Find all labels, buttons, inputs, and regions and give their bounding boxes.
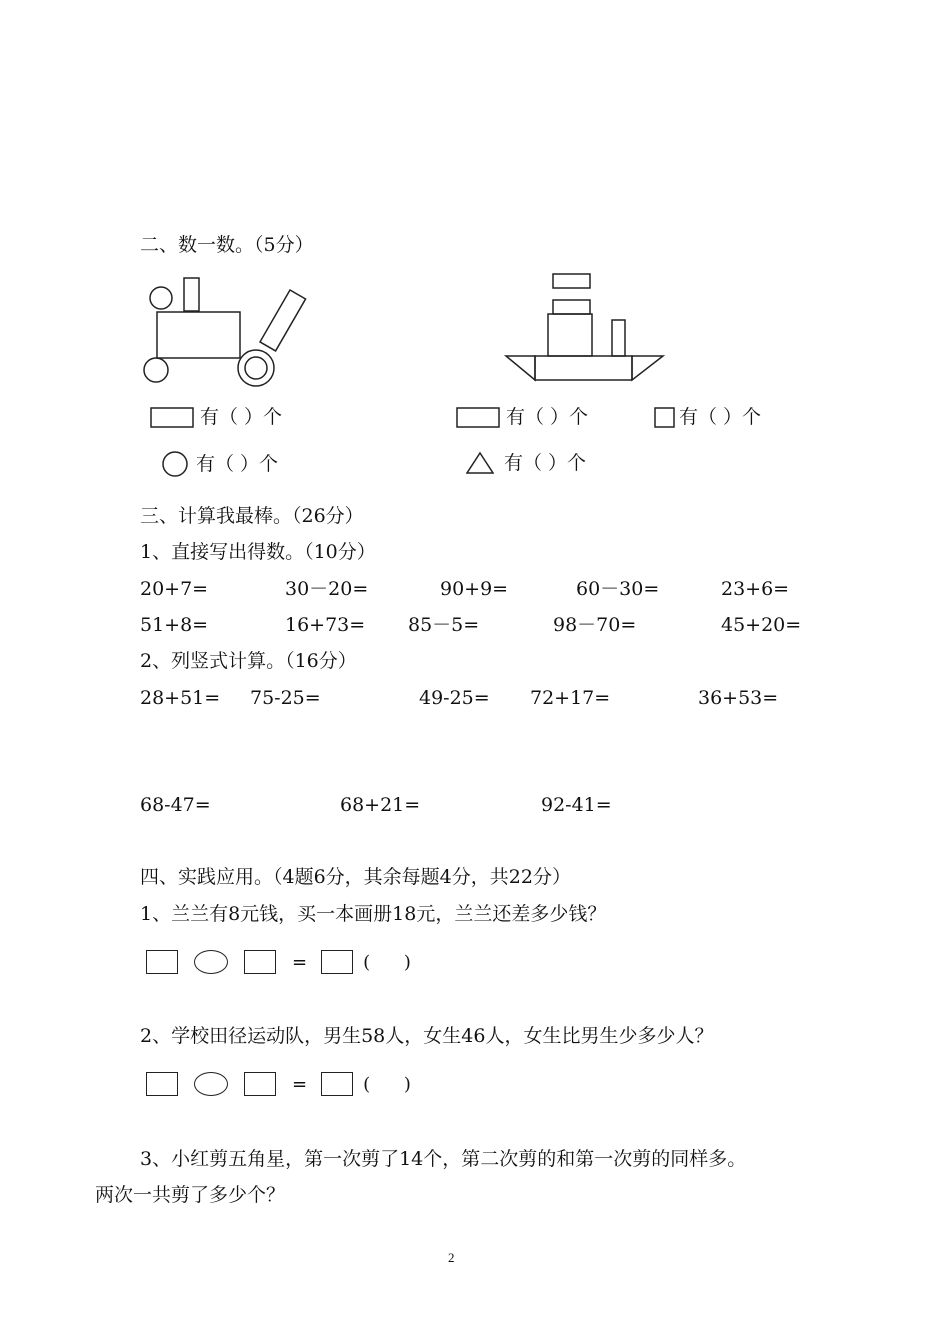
calc-item: 16+73=	[285, 614, 366, 636]
answer-box	[146, 1072, 178, 1096]
rectangle-icon	[456, 406, 500, 428]
vertical-calc-item: 72+17=	[530, 687, 611, 709]
tractor-big-wheel-outer	[238, 350, 274, 386]
boat-mast	[612, 320, 625, 356]
boat-cabin-top	[553, 300, 590, 314]
tractor-big-wheel-inner	[245, 357, 267, 379]
question-3-line2: 两次一共剪了多少个？	[95, 1184, 286, 1206]
vertical-calc-item: 75-25=	[250, 687, 321, 709]
section4-title: 四、实践应用。（4题6分，其余每题4分，共22分）	[140, 866, 571, 888]
count-label: 有（ ）个	[504, 451, 587, 474]
square-icon	[654, 406, 676, 428]
equals-sign: =	[292, 1073, 308, 1095]
answer-box	[244, 1072, 276, 1096]
count-label: 有（ ）个	[506, 405, 589, 428]
boat-hull	[535, 356, 632, 380]
vertical-calc-item: 49-25=	[419, 687, 490, 709]
tractor-figure	[140, 270, 320, 390]
operator-oval	[194, 1072, 228, 1096]
boat-right-triangle	[632, 356, 663, 380]
vertical-calc-item: 28+51=	[140, 687, 221, 709]
tractor-body	[157, 312, 240, 358]
calc-item: 98－70=	[553, 614, 637, 636]
count-circle-left	[162, 451, 278, 477]
answer-template-1	[146, 950, 425, 974]
tractor-small-wheel	[144, 358, 168, 382]
unit-parens: ( )	[363, 1073, 425, 1095]
question-2: 2、学校田径运动队，男生58人，女生46人，女生比男生少多少人？	[140, 1025, 714, 1047]
calc-item: 60－30=	[576, 578, 660, 600]
calc-item: 51+8=	[140, 614, 209, 636]
calc-item: 23+6=	[721, 578, 790, 600]
triangle-icon	[466, 451, 494, 475]
vertical-calc-item: 92-41=	[541, 794, 612, 816]
question-1: 1、兰兰有8元钱，买一本画册18元，兰兰还差多少钱？	[140, 903, 607, 925]
answer-box	[146, 950, 178, 974]
page-number: 2	[448, 1250, 455, 1265]
count-rectangle-left	[150, 406, 282, 428]
boat-figure	[500, 268, 670, 388]
operator-oval	[194, 950, 228, 974]
calc-item: 30－20=	[285, 578, 369, 600]
answer-box	[321, 950, 353, 974]
vertical-calc-item: 68-47=	[140, 794, 211, 816]
count-label: 有（ ）个	[679, 405, 762, 428]
calc-item: 85－5=	[408, 614, 480, 636]
answer-box	[321, 1072, 353, 1096]
circle-icon	[162, 451, 190, 477]
boat-cabin	[548, 314, 592, 356]
answer-box	[244, 950, 276, 974]
part1-title: 1、直接写出得数。（10分）	[140, 541, 376, 563]
calc-item: 20+7=	[140, 578, 209, 600]
vertical-calc-item: 68+21=	[340, 794, 421, 816]
count-triangle-right	[466, 451, 586, 475]
tractor-arm	[260, 290, 306, 351]
tractor-chimney	[184, 278, 199, 311]
vertical-calc-item: 36+53=	[698, 687, 779, 709]
boat-top-flag	[553, 274, 590, 288]
calc-item: 90+9=	[440, 578, 509, 600]
count-label: 有（ ）个	[200, 405, 283, 428]
unit-parens: ( )	[363, 951, 425, 973]
count-square-right	[654, 406, 761, 428]
count-rectangle-right	[456, 406, 588, 428]
equals-sign: =	[292, 951, 308, 973]
section3-title: 三、计算我最棒。（26分）	[140, 505, 364, 527]
tractor-top-circle	[150, 287, 172, 309]
answer-template-2	[146, 1072, 425, 1096]
count-label: 有（ ）个	[196, 452, 279, 475]
question-3-line1: 3、小红剪五角星，第一次剪了14个，第二次剪的和第一次剪的同样多。	[140, 1148, 747, 1170]
part2-title: 2、列竖式计算。（16分）	[140, 650, 357, 672]
calc-item: 45+20=	[721, 614, 802, 636]
section2-title: 二、数一数。（5分）	[140, 234, 314, 256]
rectangle-icon	[150, 406, 194, 428]
boat-left-triangle	[506, 356, 535, 380]
